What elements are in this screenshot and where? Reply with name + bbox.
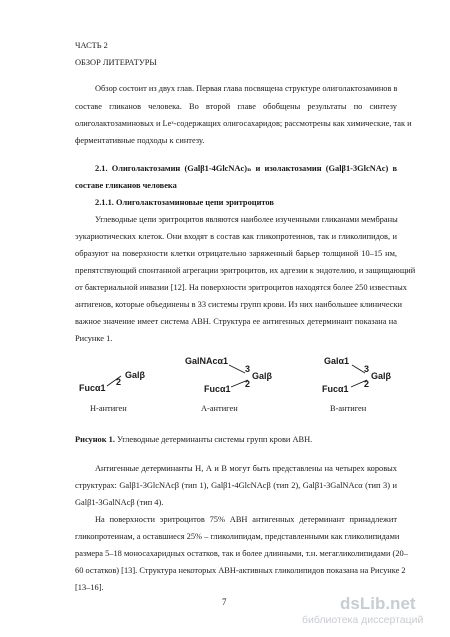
para3-line-3: размера 5–18 моносахаридных остатков, так и более длинными, т.н. мегагликолипидами (20– <box>75 549 408 558</box>
watermark-logo: dsLib.net <box>340 594 416 613</box>
para1-line-2: эукариотических клеток. Они входят в состав как гликопротеинов, так и гликолипидов, и <box>75 232 397 241</box>
page-number: 7 <box>222 597 227 607</box>
b-gal-top-label: Galα1 <box>324 356 350 366</box>
section-title-line-1: 2.1. Олиголактозамин (Galβ1-4GlcNAc)ₙ и изолактозамин (Galβ1-3GlcNAc) в <box>95 164 397 173</box>
watermark-subtitle: библиотека диссертаций <box>302 614 424 626</box>
a-antigen-structure <box>185 356 273 394</box>
para3-line-4: 60 остатков) [13]. Структура некоторых АВН-активных гликолипидов показана на Рисунке 2 <box>75 566 406 575</box>
intro-line-4: ферментативные подходы к синтезу. <box>75 136 205 145</box>
a-bond-top <box>229 365 245 373</box>
a-galnac-label: GalNAcα1 <box>185 356 229 366</box>
a-link-3: 3 <box>245 364 251 374</box>
para1-line-6: антигенов, которые объединены в 33 системы групп крови. Из них наибольшее клинически <box>75 300 403 309</box>
h-antigen-caption: Н-антиген <box>90 404 127 413</box>
h-antigen-structure <box>79 370 146 393</box>
a-antigen-caption: А-антиген <box>201 404 238 413</box>
chapter-title: ОБЗОР ЛИТЕРАТУРЫ <box>75 58 157 67</box>
para1-line-3: образуют на поверхности клетки отрицательно заряженный барьер толщиной 10–15 нм, <box>75 249 397 258</box>
a-gal-label: Galβ <box>252 371 272 381</box>
b-antigen-structure <box>322 356 392 394</box>
h-fuc-label: Fucα1 <box>79 383 106 393</box>
para3-line-2: гликопротеинам, а оставшиеся 25% – гликолипидам, представленными как гликолипидами <box>75 532 400 541</box>
h-link-2: 2 <box>116 377 122 387</box>
intro-line-2: составе гликанов человека. Во второй главе обобщены результаты по синтезу <box>75 102 397 111</box>
figure-1-caption-label: Рисунок 1. <box>75 435 115 444</box>
subsection-title: 2.1.1. Олиголактозаминовые цепи эритроцитов <box>95 198 274 207</box>
b-antigen-caption: В-антиген <box>330 404 367 413</box>
figure-1-caption <box>75 434 397 446</box>
para2-line-1: Антигенные детерминанты Н, А и В могут быть представлены на четырех коровых <box>95 464 397 473</box>
para3-line-1: На поверхности эритроцитов 75% АВН антигенных детерминант принадлежит <box>95 515 397 524</box>
para3-line-5: [13–16]. <box>75 583 104 592</box>
para1-line-1: Углеводные цепи эритроцитов являются наиболее изученными гликанами мембраны <box>95 215 398 224</box>
b-link-3: 3 <box>364 364 370 374</box>
para1-line-5: от бактериальной инвазии [12]. На поверхности эритроцитов находятся более 250 известных <box>75 283 407 292</box>
a-link-2: 2 <box>245 379 251 389</box>
intro-line-1: Обзор состоит из двух глав. Первая глава посвящена структуре олиголактозаминов в <box>95 84 398 93</box>
para2-line-3: Galβ1-3GalNAcβ (тип 4). <box>75 498 164 507</box>
figure-1-caption-text: Углеводные детерминанты системы групп крови АВН. <box>114 435 313 444</box>
b-link-2: 2 <box>364 379 370 389</box>
part-label: ЧАСТЬ 2 <box>75 41 108 50</box>
h-gal-label: Galβ <box>125 370 145 380</box>
intro-line-3: олиголактозаминовых и Leˣ-содержащих олигосахаридов; рассмотрены как химические, так и <box>75 119 412 128</box>
b-gal-label: Galβ <box>371 371 391 381</box>
para1-line-8: Рисунке 1. <box>75 334 113 343</box>
para1-line-4: препятствующий спонтанной агрегации эритроцитов, их адгезии к эндотелию, и защищающий <box>75 266 416 275</box>
b-fuc-label: Fucα1 <box>322 384 349 394</box>
section-title-line-2: составе гликанов человека <box>75 181 177 190</box>
a-fuc-label: Fucα1 <box>204 384 231 394</box>
para2-line-2: структурах: Galβ1-3GlcNAcβ (тип 1), Galβ1-4GlcNAcβ (тип 2), Galβ1-3GalNAcα (тип 3) и <box>75 481 397 490</box>
para1-line-7: важное значение имеет система АВН. Структура ее антигенных детерминант показана на <box>75 317 397 326</box>
